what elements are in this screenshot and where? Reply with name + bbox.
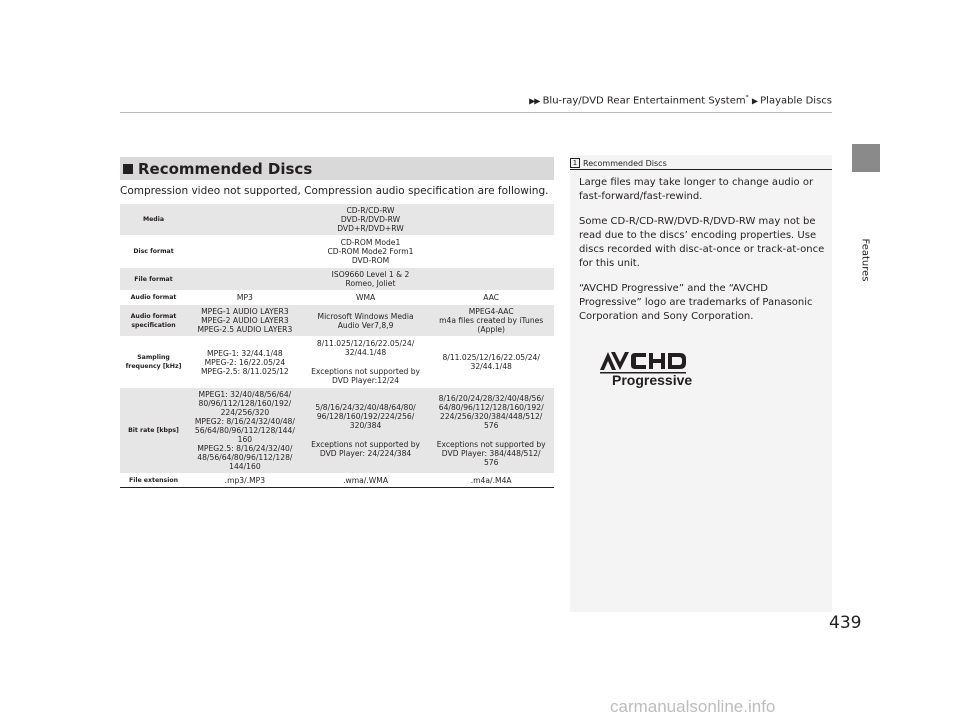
note-paragraph: “AVCHD Progressive” and the “AVCHD Progressive” logo are trademarks of Panasonic Corporation and Sony Corporation.	[579, 283, 813, 322]
arrow-icon: ▶	[751, 96, 757, 106]
table-cell: AAC	[428, 291, 554, 305]
section-intro: Compression video not supported, Compression audio specification are following.	[120, 185, 549, 197]
table-cell	[303, 337, 429, 388]
note-paragraph: Large files may take longer to change audio or fast-forward/fast-rewind.	[579, 177, 814, 202]
table-cell: CD-ROM Mode1 CD-ROM Mode2 Form1 DVD-ROM	[187, 236, 554, 268]
table-cell: 8/11.025/12/16/22.05/24/ 32/44.1/48	[428, 337, 554, 388]
table-row-audio-spec	[120, 305, 554, 337]
row-header: Bit rate [kbps]	[120, 388, 187, 474]
section-tab-label: Features	[859, 238, 871, 282]
row-header: File extension	[120, 474, 187, 488]
cell-main: 5/8/16/24/32/40/48/64/80/ 96/128/160/192/224/256/ 320/384	[315, 403, 416, 430]
section-tab-marker	[852, 144, 880, 172]
table-row-sampling-frequency	[120, 337, 554, 388]
note-number-icon: 1	[570, 158, 580, 168]
watermark: carmanualsonline.info	[610, 697, 776, 716]
table-cell	[428, 388, 554, 474]
page-number: 439	[829, 613, 862, 633]
note-heading	[570, 158, 832, 168]
table-cell: MPEG1: 32/40/48/56/64/ 80/96/112/128/160/192/ 224/256/320 MPEG2: 8/16/24/32/40/48/ 56/64/80/96/112/128/144/ 160 MPEG2.5: 8/16/24/32/40/ 48/56/64/80/96/112/128/ 144/160	[187, 388, 303, 474]
table-cell	[303, 388, 429, 474]
row-header: Media	[120, 204, 187, 236]
breadcrumb-item-discs: Playable Discs	[760, 95, 832, 107]
table-cell: Microsoft Windows Media Audio Ver7,8,9	[303, 305, 429, 337]
row-header: Sampling frequency [kHz]	[120, 337, 187, 388]
note-body	[579, 176, 829, 335]
logo-subtext: Progressive	[612, 372, 693, 388]
footnote-mark: *	[745, 94, 749, 101]
double-arrow-icon: ▶▶	[529, 96, 540, 106]
table-row-bit-rate	[120, 388, 554, 474]
table-cell: .m4a/.M4A	[428, 474, 554, 488]
note-rule	[570, 169, 832, 170]
row-header: File format	[120, 268, 187, 291]
table-cell: ISO9660 Level 1 & 2 Romeo, Joliet	[187, 268, 554, 291]
cell-exception: Exceptions not supported by DVD Player:12/24	[311, 367, 421, 385]
disc-spec-table	[120, 204, 554, 488]
table-cell: MPEG4-AAC m4a files created by iTunes (Apple)	[428, 305, 554, 337]
section-heading	[120, 157, 554, 180]
table-cell: WMA	[303, 291, 429, 305]
table-cell: MPEG-1 AUDIO LAYER3 MPEG-2 AUDIO LAYER3 MPEG-2.5 AUDIO LAYER3	[187, 305, 303, 337]
table-cell: CD-R/CD-RW DVD-R/DVD-RW DVD+R/DVD+RW	[187, 204, 554, 236]
cell-main: 8/16/20/24/28/32/40/48/56/ 64/80/96/112/128/160/192/ 224/256/320/384/448/512/ 576	[438, 394, 544, 430]
cell-main: 8/11.025/12/16/22.05/24/ 32/44.1/48	[316, 339, 415, 357]
table-row-disc-format	[120, 236, 554, 268]
square-bullet-icon	[123, 164, 133, 174]
header-rule	[120, 112, 832, 113]
breadcrumb-item-system: Blu-ray/DVD Rear Entertainment System	[542, 95, 746, 107]
note-title: Recommended Discs	[583, 158, 667, 168]
table-row-file-extension	[120, 474, 554, 488]
section-title: Recommended Discs	[138, 159, 313, 178]
cell-exception: Exceptions not supported by DVD Player: 24/224/384	[311, 440, 421, 458]
table-row-file-format	[120, 268, 554, 291]
table-cell: MP3	[187, 291, 303, 305]
row-header: Audio format specification	[120, 305, 187, 337]
row-header: Disc format	[120, 236, 187, 268]
breadcrumb	[529, 94, 832, 106]
table-cell: .wma/.WMA	[303, 474, 429, 488]
table-cell: MPEG-1: 32/44.1/48 MPEG-2: 16/22.05/24 MPEG-2.5: 8/11.025/12	[187, 337, 303, 388]
table-row-audio-format	[120, 291, 554, 305]
note-paragraph: Some CD-R/CD-RW/DVD-R/DVD-RW may not be read due to the discs’ encoding properties. Use discs recorded with disc-at-once or track-at-once for this unit.	[579, 216, 825, 269]
row-header: Audio format	[120, 291, 187, 305]
table-cell: .mp3/.MP3	[187, 474, 303, 488]
cell-exception: Exceptions not supported by DVD Player: 384/448/512/ 576	[436, 440, 546, 467]
table-row-media	[120, 204, 554, 236]
